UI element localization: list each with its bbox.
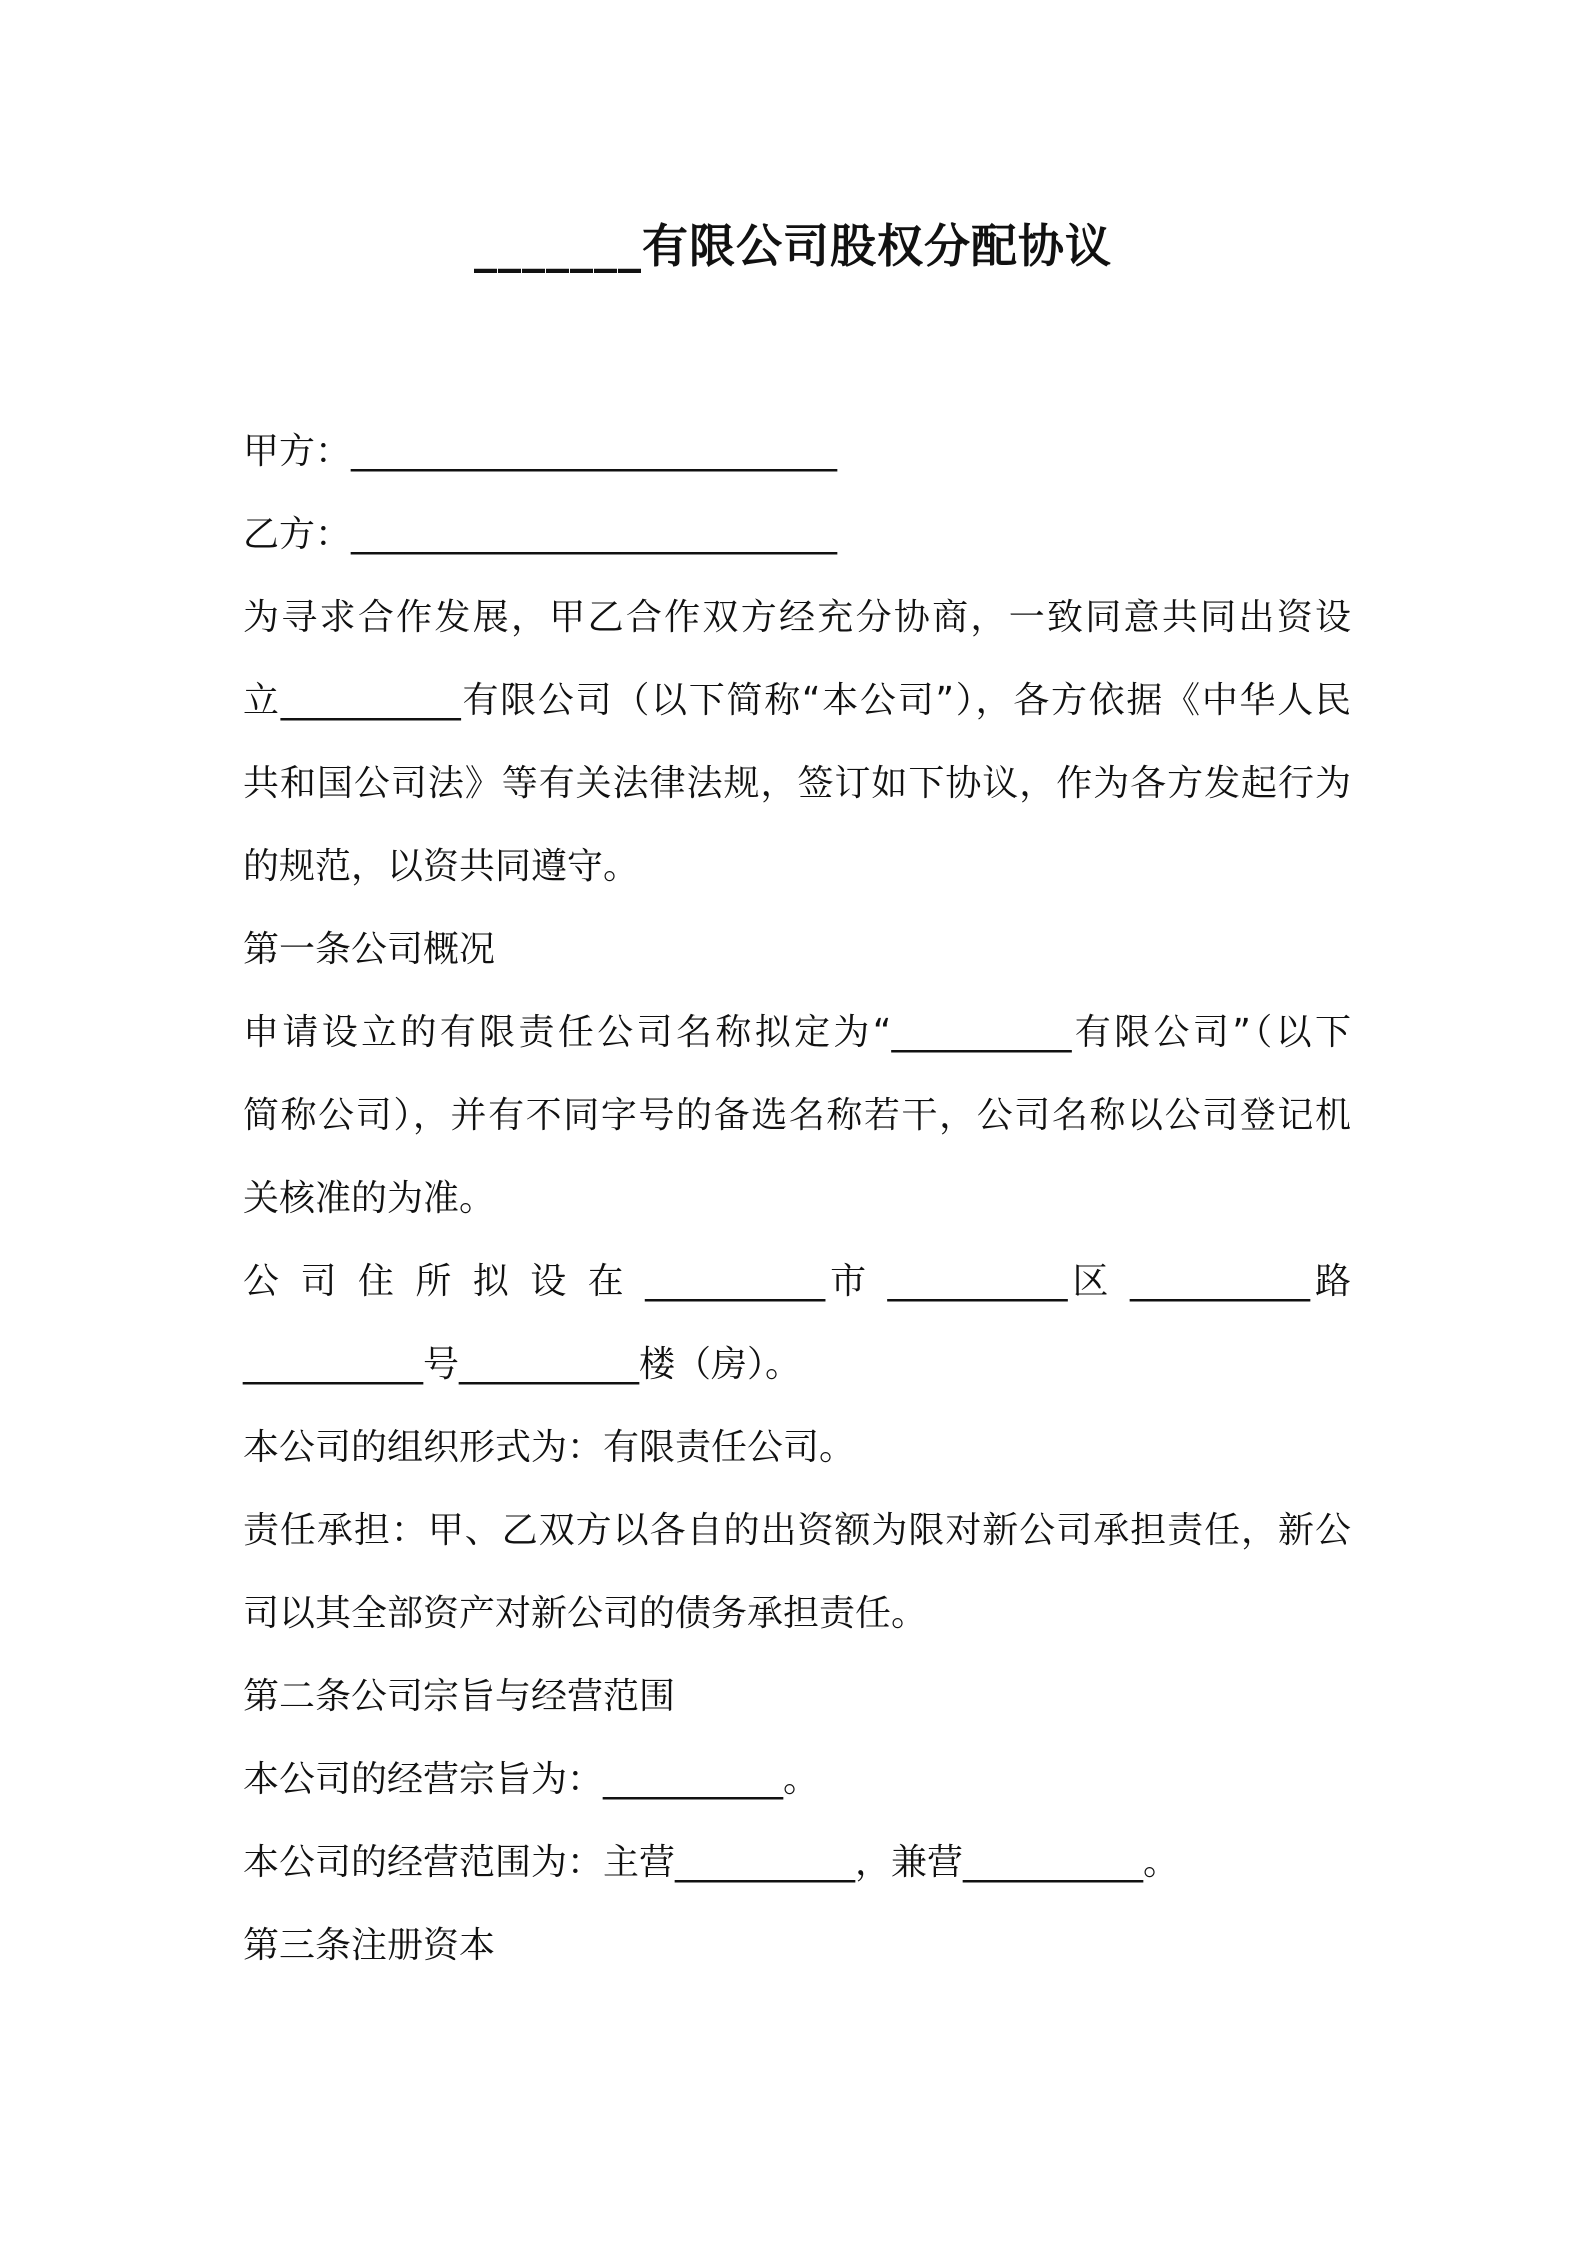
preamble-line-1: 为寻求合作发展，甲乙合作双方经充分协商，一致同意共同出资设 bbox=[243, 597, 1351, 638]
liability-line-2: 司以其全部资产对新公司的债务承担责任。 bbox=[243, 1593, 928, 1634]
business-scope-line: 本公司的经营范围为：主营__________，兼营__________。 bbox=[243, 1842, 1180, 1883]
company-name-line-3: 关核准的为准。 bbox=[243, 1178, 496, 1219]
article-1-heading: 第一条公司概况 bbox=[243, 929, 496, 970]
document-title: _______有限公司股权分配协议 bbox=[474, 219, 1112, 273]
company-name-line-2: 简称公司），并有不同字号的备选名称若干，公司名称以公司登记机 bbox=[243, 1095, 1351, 1136]
party-b-line: 乙方：___________________________ bbox=[243, 514, 838, 555]
organization-form-line: 本公司的组织形式为：有限责任公司。 bbox=[243, 1427, 856, 1468]
address-line-1: 公 司 住 所 拟 设 在 __________市 __________区 __________路 bbox=[243, 1261, 1351, 1302]
article-3-heading: 第三条注册资本 bbox=[243, 1925, 496, 1966]
preamble-line-2: 立__________有限公司（以下简称“本公司”），各方依据《中华人民 bbox=[243, 680, 1351, 721]
party-a-line: 甲方：___________________________ bbox=[243, 431, 838, 472]
document-body bbox=[243, 410, 1351, 1987]
business-purpose-line: 本公司的经营宗旨为：__________。 bbox=[243, 1759, 820, 1800]
liability-line-1: 责任承担：甲、乙双方以各自的出资额为限对新公司承担责任，新公 bbox=[243, 1510, 1351, 1551]
address-line-2: __________号__________楼（房）。 bbox=[243, 1344, 802, 1385]
preamble-line-3: 共和国公司法》等有关法律法规，签订如下协议，作为各方发起行为 bbox=[243, 763, 1351, 804]
preamble-line-4: 的规范，以资共同遵守。 bbox=[243, 846, 640, 887]
company-name-line-1: 申请设立的有限责任公司名称拟定为“__________有限公司”（以下 bbox=[243, 1012, 1351, 1053]
article-2-heading: 第二条公司宗旨与经营范围 bbox=[243, 1676, 676, 1717]
